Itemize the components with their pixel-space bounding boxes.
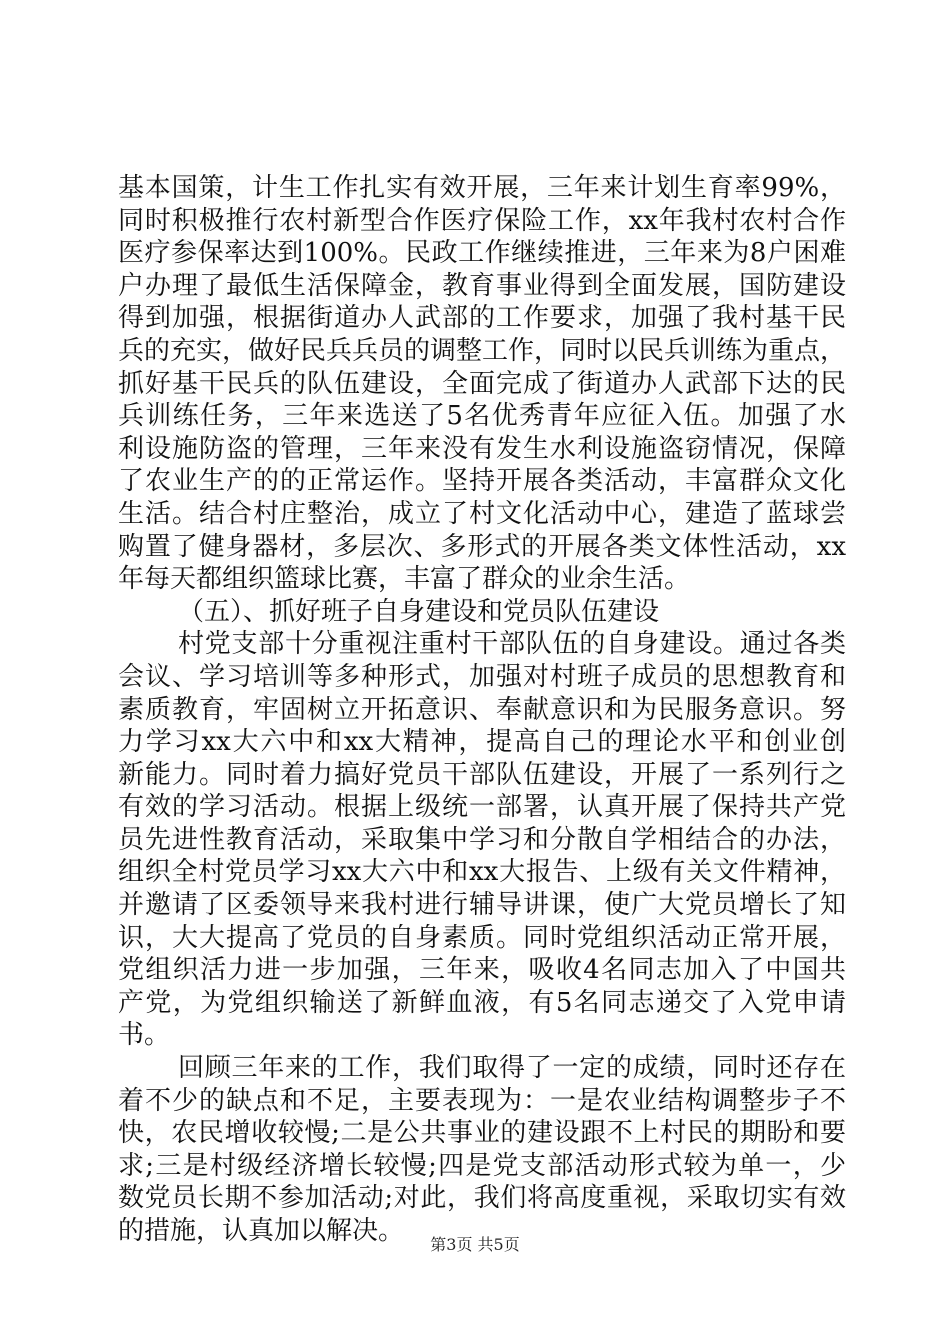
text-line: 书。 [118,1020,171,1051]
text-line: 村党支部十分重视注重村干部队伍的自身建设。通过各类 [178,629,846,660]
text-line: 同时积极推行农村新型合作医疗保险工作，xx年我村农村合作 [118,205,846,236]
text-line: （五）、抓好班子自身建设和党员队伍建设 [178,596,660,627]
page-footer: 第3页 共5页 [430,1235,520,1254]
paragraph [118,1052,846,1248]
text-line: 快，农民增收较慢;二是公共事业的建设跟不上村民的期盼和要 [118,1118,846,1149]
text-line: 利设施防盗的管理，三年来没有发生水利设施盗窃情况，保障 [118,433,846,464]
text-line: 会议、学习培训等多种形式，加强对村班子成员的思想教育和 [118,661,846,692]
text-line: 回顾三年来的工作，我们取得了一定的成绩，同时还存在 [178,1053,846,1084]
text-line: 购置了健身器材，多层次、多形式的开展各类文体性活动，xx [118,531,846,562]
text-line: 户办理了最低生活保障金，教育事业得到全面发展，国防建设 [118,270,846,301]
text-line: 医疗参保率达到100%。民政工作继续推进，三年来为8户困难 [118,238,846,269]
text-line: 力学习xx大六中和xx大精神，提高自己的理论水平和创业创 [118,727,846,758]
text-line: 有效的学习活动。根据上级统一部署，认真开展了保持共产党 [118,792,846,823]
text-line: 新能力。同时着力搞好党员干部队伍建设，开展了一系列行之 [118,759,846,790]
text-line: 得到加强，根据街道办人武部的工作要求，加强了我村基干民 [118,303,846,334]
text-line: 抓好基干民兵的队伍建设，全面完成了街道办人武部下达的民 [118,368,846,399]
document-body [118,172,846,1248]
text-line: 着不少的缺点和不足，主要表现为：一是农业结构调整步子不 [118,1085,846,1116]
text-line: 了农业生产的的正常运作。坚持开展各类活动，丰富群众文化 [118,466,846,497]
text-line: 求;三是村级经济增长较慢;四是党支部活动形式较为单一，少 [118,1150,846,1181]
text-line: 兵训练任务，三年来选送了5名优秀青年应征入伍。加强了水 [118,401,846,432]
text-line: 数党员长期不参加活动;对此，我们将高度重视，采取切实有效 [118,1183,846,1214]
text-line: 基本国策，计生工作扎实有效开展，三年来计划生育率99%， [118,173,846,203]
text-line: 并邀请了区委领导来我村进行辅导讲课，使广大党员增长了知 [118,890,846,921]
text-line: 识，大大提高了党员的自身素质。同时党组织活动正常开展， [118,922,846,953]
text-line: 的措施，认真加以解决。 [118,1216,405,1246]
text-line: 生活。结合村庄整治，成立了村文化活动中心，建造了蓝球尝 [118,498,846,529]
text-line: 年每天都组织篮球比赛，丰富了群众的业余生活。 [118,564,691,595]
text-line: 员先进性教育活动，采取集中学习和分散自学相结合的办法， [118,824,846,855]
paragraph [118,172,846,596]
text-line: 党组织活力进一步加强，三年来，吸收4名同志加入了中国共 [118,955,846,986]
paragraph [118,596,846,629]
text-line: 组织全村党员学习xx大六中和xx大报告、上级有关文件精神， [118,857,846,888]
paragraph [118,628,846,1052]
text-line: 素质教育，牢固树立开拓意识、奉献意识和为民服务意识。努 [118,694,846,725]
text-line: 产党，为党组织输送了新鲜血液，有5名同志递交了入党申请 [118,987,846,1018]
text-line: 兵的充实，做好民兵兵员的调整工作，同时以民兵训练为重点， [118,335,847,366]
